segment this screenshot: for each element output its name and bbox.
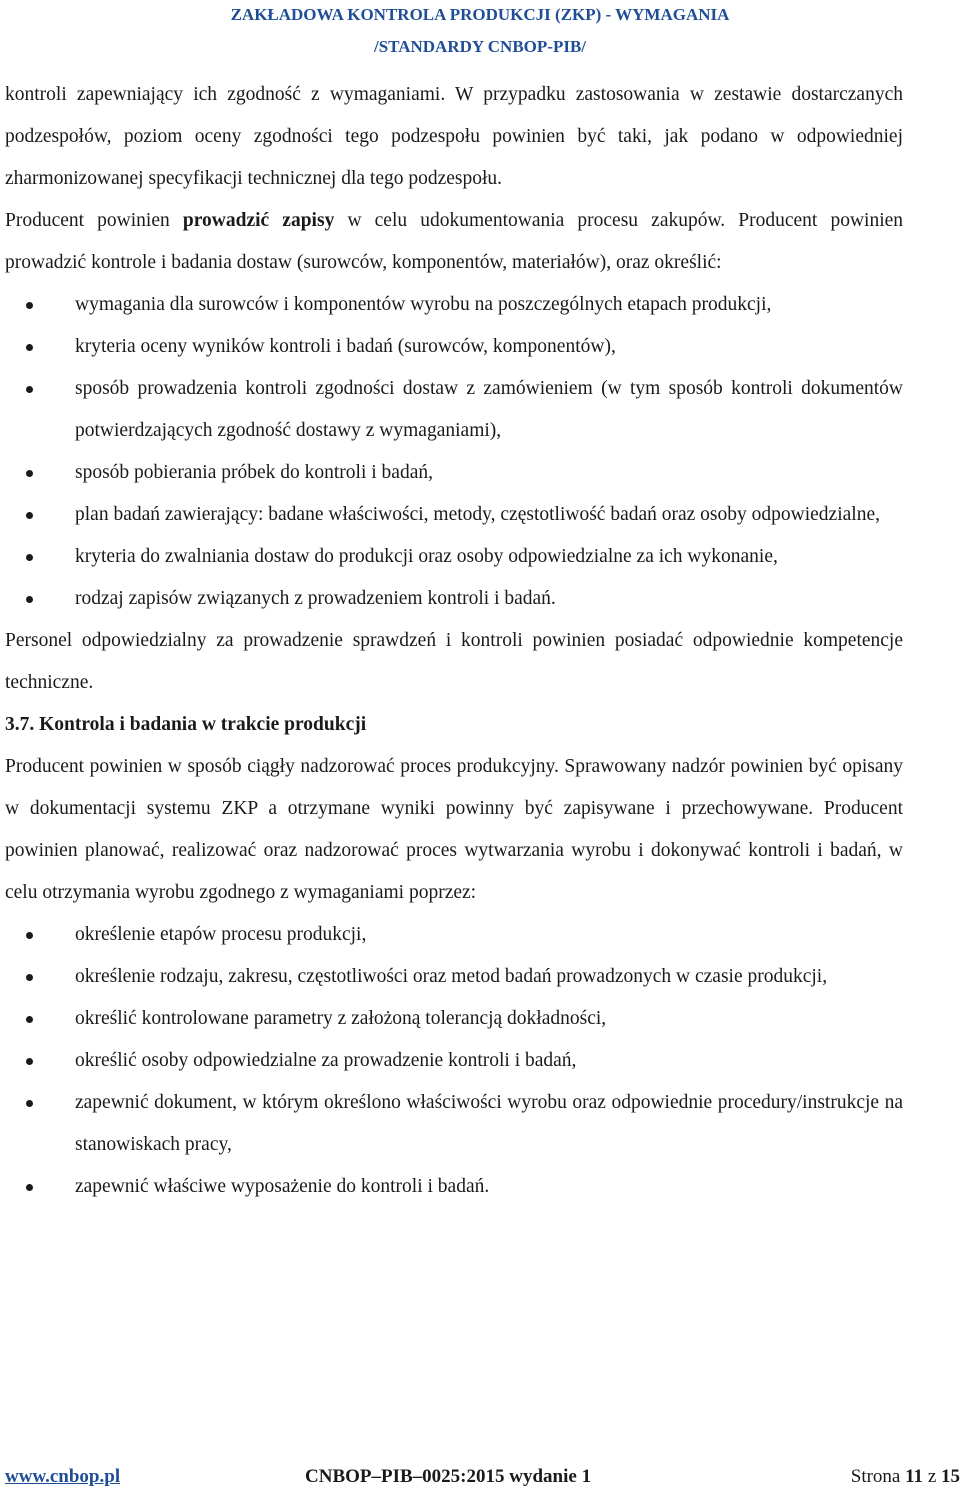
header-subtitle: /STANDARDY CNBOP-PIB/ — [373, 37, 587, 56]
list-item — [5, 1040, 903, 1082]
list-item — [5, 284, 903, 326]
list-item — [5, 494, 903, 536]
bullet-icon — [26, 596, 33, 603]
page-label: Strona — [850, 1466, 901, 1487]
list-item-text: sposób prowadzenia kontroli zgodności dostaw z zamówieniem (w tym sposób kontroli dokumentów potwierdzających zgodność dostawy z wymaganiami), — [75, 378, 903, 441]
document-body — [5, 74, 903, 1208]
document-id: CNBOP–PIB–0025:2015 wydanie 1 — [305, 1466, 592, 1487]
bullet-icon — [26, 974, 33, 981]
list-item — [5, 452, 903, 494]
bullet-icon — [26, 512, 33, 519]
list-item-text: kryteria oceny wyników kontroli i badań (surowców, komponentów), — [75, 336, 616, 357]
paragraph-text: w celu udokumentowania procesu zakupów. Producent powinien prowadzić kontrole i badania dostaw (surowców, komponentów, materiałów), oraz określić: — [5, 210, 904, 273]
page-footer — [5, 1464, 960, 1490]
header-title: ZAKŁADOWA KONTROLA PRODUKCJI (ZKP) - WYMAGANIA — [230, 5, 730, 24]
paragraph-text: Producent powinien — [5, 210, 170, 231]
list-item-text: zapewnić dokument, w którym określono właściwości wyrobu oraz odpowiednie procedury/instrukcje na stanowiskach pracy, — [75, 1092, 903, 1155]
list-item-text: określić kontrolowane parametry z założoną tolerancją dokładności, — [75, 1008, 607, 1029]
section-heading: 3.7. Kontrola i badania w trakcie produkcji — [5, 714, 367, 735]
page-header — [0, 0, 960, 58]
list-item — [5, 368, 903, 452]
list-item-text: zapewnić właściwe wyposażenie do kontroli i badań. — [75, 1176, 490, 1197]
list-item-text: rodzaj zapisów związanych z prowadzeniem kontroli i badań. — [75, 588, 556, 609]
page-separator: z — [927, 1466, 937, 1487]
list-item — [5, 1082, 903, 1166]
list-item-text: sposób pobierania próbek do kontroli i badań, — [75, 462, 433, 483]
list-item — [5, 536, 903, 578]
list-item-text: wymagania dla surowców i komponentów wyrobu na poszczególnych etapach produkcji, — [75, 294, 772, 315]
website-link[interactable]: www.cnbop.pl — [5, 1466, 121, 1487]
bullet-icon — [26, 1058, 33, 1065]
bullet-icon — [26, 302, 33, 309]
bullet-icon — [26, 932, 33, 939]
list-item-text: określić osoby odpowiedzialne za prowadzenie kontroli i badań, — [75, 1050, 577, 1071]
bullet-icon — [26, 386, 33, 393]
list-item-text: plan badań zawierający: badane właściwości, metody, częstotliwość badań oraz osoby odpowiedzialne, — [75, 504, 880, 525]
requirements-list — [5, 284, 903, 620]
paragraph: kontroli zapewniający ich zgodność z wymaganiami. W przypadku zastosowania w zestawie dostarczanych podzespołów, poziom oceny zgodności tego podzespołu powinien być taki, jak podano w odpowiedniej zharmonizowanej specyfikacji technicznej dla tego podzespołu. — [5, 84, 903, 189]
paragraph — [5, 200, 903, 284]
list-item — [5, 914, 903, 956]
bullet-icon — [26, 1100, 33, 1107]
list-item — [5, 1166, 903, 1208]
list-item-text: kryteria do zwalniania dostaw do produkcji oraz osoby odpowiedzialne za ich wykonanie, — [75, 546, 778, 567]
bullet-icon — [26, 470, 33, 477]
list-item — [5, 326, 903, 368]
emphasis-text: prowadzić zapisy — [182, 210, 335, 231]
page-number — [851, 1464, 960, 1490]
bullet-icon — [26, 344, 33, 351]
bullet-icon — [26, 1016, 33, 1023]
page-total: 15 — [941, 1466, 960, 1487]
bullet-icon — [26, 1184, 33, 1191]
paragraph: Producent powinien w sposób ciągły nadzorować proces produkcyjny. Sprawowany nadzór powinien być opisany w dokumentacji systemu ZKP a otrzymane wyniki powinny być zapisywane i przechowywane. Producent powinien planować, realizować oraz nadzorować proces wytwarzania wyrobu i dokonywać kontroli i badań, w celu otrzymania wyrobu zgodnego z wymaganiami poprzez: — [5, 756, 903, 903]
paragraph: Personel odpowiedzialny za prowadzenie sprawdzeń i kontroli powinien posiadać odpowiednie kompetencje techniczne. — [5, 630, 903, 693]
list-item — [5, 956, 903, 998]
list-item — [5, 578, 903, 620]
bullet-icon — [26, 554, 33, 561]
list-item — [5, 998, 903, 1040]
page-current: 11 — [905, 1466, 924, 1487]
production-control-list — [5, 914, 903, 1208]
list-item-text: określenie etapów procesu produkcji, — [75, 924, 367, 945]
list-item-text: określenie rodzaju, zakresu, częstotliwości oraz metod badań prowadzonych w czasie produkcji, — [75, 966, 828, 987]
